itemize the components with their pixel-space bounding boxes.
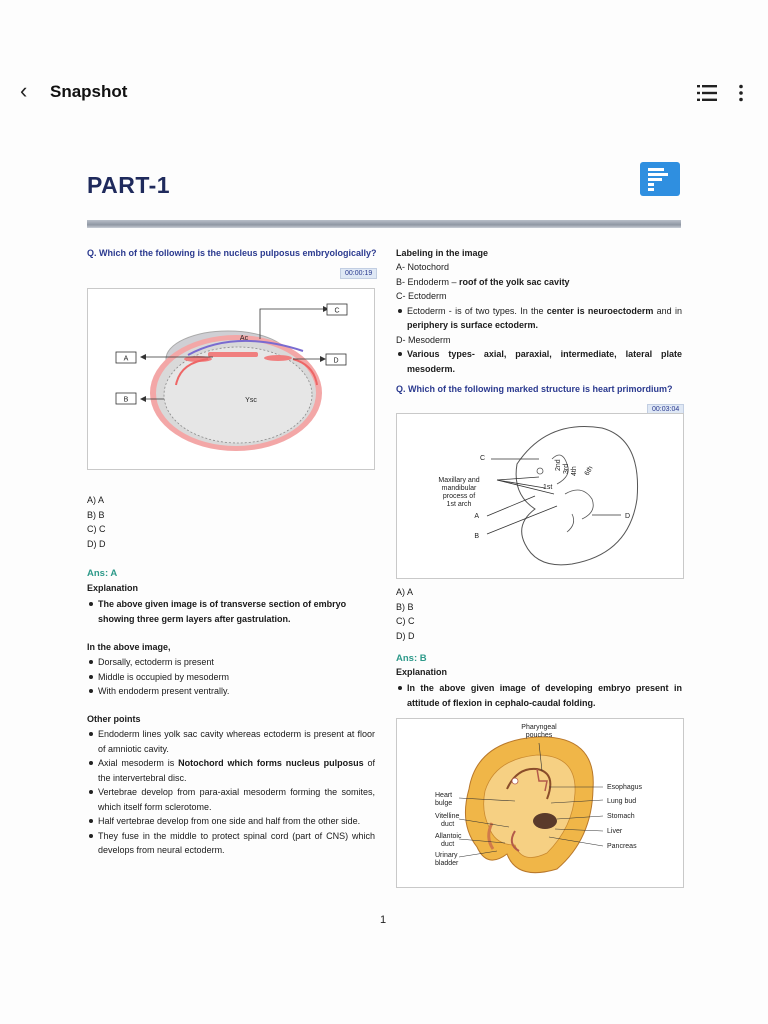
list-icon[interactable] — [697, 84, 717, 102]
fig1-label-c: C — [334, 307, 340, 315]
app-bar — [0, 72, 768, 116]
explanation-point-2: In the above given image of developing embryo present in attitude of flexion in cephalo-caudal folding. — [407, 681, 682, 710]
fig3-label-allantoic: Allantoic — [435, 833, 462, 840]
mesoderm-point: Various types- axial, paraxial, intermediate, lateral plate mesoderm. — [407, 347, 682, 376]
fig2-label-4th: 4th — [571, 466, 578, 476]
back-icon[interactable]: ‹ — [20, 78, 28, 103]
embryo-arches-diagram — [397, 414, 683, 578]
fig3-label-urinary: Urinary — [435, 852, 458, 859]
label-a: A- Notochord — [396, 262, 450, 272]
fig3-label-bladder: bladder — [435, 860, 459, 867]
labeling-list — [396, 260, 682, 376]
option-2a[interactable]: A) A — [396, 587, 414, 597]
fig3-label-pancreas: Pancreas — [607, 843, 637, 850]
other-point-5: They fuse in the middle to protect spinal cord (part of CNS) which develops from neural ectoderm. — [98, 829, 375, 858]
fig2-label-3rd: 3rd — [563, 463, 570, 474]
fig1-label-d: D — [333, 357, 339, 365]
other-point-2: Axial mesoderm is Notochord which forms nucleus pulposus of the intervertebral disc. — [98, 756, 375, 785]
explanation-list-1 — [87, 597, 377, 626]
option-1c[interactable]: C) C — [87, 524, 106, 534]
question-1: Q. Which of the following is the nucleus pulposus embryologically? — [87, 248, 377, 258]
option-1b[interactable]: B) B — [87, 509, 105, 520]
fig2-label-first-arch: 1st arch — [446, 501, 472, 508]
option-2d[interactable]: D) D — [396, 630, 415, 641]
figure-embryo-arches — [396, 413, 684, 579]
fig2-label-1st: 1st — [543, 484, 553, 491]
option-2c[interactable]: C) C — [396, 616, 415, 626]
image-point-1: Dorsally, ectoderm is present — [98, 655, 377, 670]
other-points-heading: Other points — [87, 714, 141, 724]
fig2-label-a: A — [474, 513, 479, 520]
explanation-heading-1: Explanation — [87, 583, 139, 593]
options-1 — [87, 493, 106, 551]
answer-2: Ans: B — [396, 653, 427, 664]
explanation-point-1: The above given image is of transverse section of embryo showing three germ layers after gastrulation. — [98, 597, 377, 626]
fig3-label-allantoic-duct: duct — [441, 841, 455, 848]
answer-1: Ans: A — [87, 568, 118, 579]
app-title: Snapshot — [50, 82, 128, 101]
embryo-gut-diagram — [397, 719, 683, 887]
fig3-label-pouches: pouches — [525, 732, 553, 739]
fig3-label-lung-bud: Lung bud — [607, 798, 637, 805]
fig1-label-ac: Ac — [239, 335, 249, 342]
figure-embryo-gut — [396, 718, 684, 888]
fig2-label-process-of: process of — [442, 493, 476, 500]
other-points-list — [87, 727, 375, 858]
timestamp-badge-1[interactable] — [340, 262, 377, 280]
other-point-3: Vertebrae develop from para-axial mesoderm forming the somites, which itself form sclerotome. — [98, 785, 375, 814]
explanation-list-2 — [396, 681, 682, 710]
fig2-label-maxillary: Maxillary and — [438, 477, 480, 484]
fig3-label-vitelline-duct: duct — [441, 821, 455, 828]
fig1-label-ysc: Ysc — [245, 397, 257, 404]
fig3-label-liver: Liver — [607, 828, 623, 835]
image-points-list — [87, 655, 377, 699]
options-2 — [396, 585, 415, 643]
labeling-heading: Labeling in the image — [396, 248, 489, 258]
label-b: B- Endoderm – roof of the yolk sac cavity — [396, 276, 570, 287]
fig2-label-2nd: 2nd — [555, 459, 562, 471]
option-1a[interactable]: A) A — [87, 495, 105, 505]
image-point-3: With endoderm present ventrally. — [98, 684, 377, 699]
brand-logo — [640, 162, 680, 196]
fig3-label-bulge: bulge — [435, 800, 453, 807]
title-divider — [87, 220, 681, 228]
ectoderm-point: Ectoderm - is of two types. In the center is neuroectoderm and in periphery is surface ectoderm. — [407, 304, 682, 333]
other-point-1: Endoderm lines yolk sac cavity whereas ectoderm is present at floor of amniotic cavity. — [98, 727, 375, 756]
logo-mark-icon — [640, 162, 680, 196]
fig2-label-6th: 6th — [583, 465, 595, 477]
option-1d[interactable]: D) D — [87, 538, 106, 549]
embryo-section-diagram — [88, 289, 374, 469]
page-number: 1 — [380, 914, 387, 926]
fig2-label-c: C — [479, 455, 485, 462]
image-point-2: Middle is occupied by mesoderm — [98, 670, 377, 685]
label-c: C- Ectoderm — [396, 291, 447, 301]
fig3-label-stomach: Stomach — [607, 813, 635, 820]
more-options-icon[interactable] — [734, 84, 748, 102]
fig2-label-d: D — [625, 513, 631, 520]
option-2b[interactable]: B) B — [396, 601, 414, 612]
timestamp-1: 00:00:19 — [340, 268, 377, 279]
label-d: D- Mesoderm — [396, 334, 451, 345]
fig1-label-b: B — [123, 396, 129, 404]
fig3-label-pharyngeal: Pharyngeal — [521, 724, 557, 731]
timestamp-2: 00:03:04 — [647, 404, 684, 415]
fig3-label-vitelline: Vitelline — [435, 813, 460, 820]
question-2: Q. Which of the following marked structure is heart primordium? — [396, 384, 673, 394]
fig2-label-mandibular: mandibular — [441, 485, 477, 492]
fig3-label-heart: Heart — [435, 792, 453, 799]
fig2-label-b: B — [474, 533, 479, 540]
explanation-heading-2: Explanation — [396, 667, 448, 677]
fig1-label-a: A — [123, 355, 129, 363]
image-heading: In the above image, — [87, 642, 171, 652]
fig3-label-esophagus: Esophagus — [607, 784, 643, 791]
other-point-4: Half vertebrae develop from one side and half from the other side. — [98, 814, 375, 829]
figure-embryo-section — [87, 288, 375, 470]
page-title: PART-1 — [87, 172, 171, 198]
